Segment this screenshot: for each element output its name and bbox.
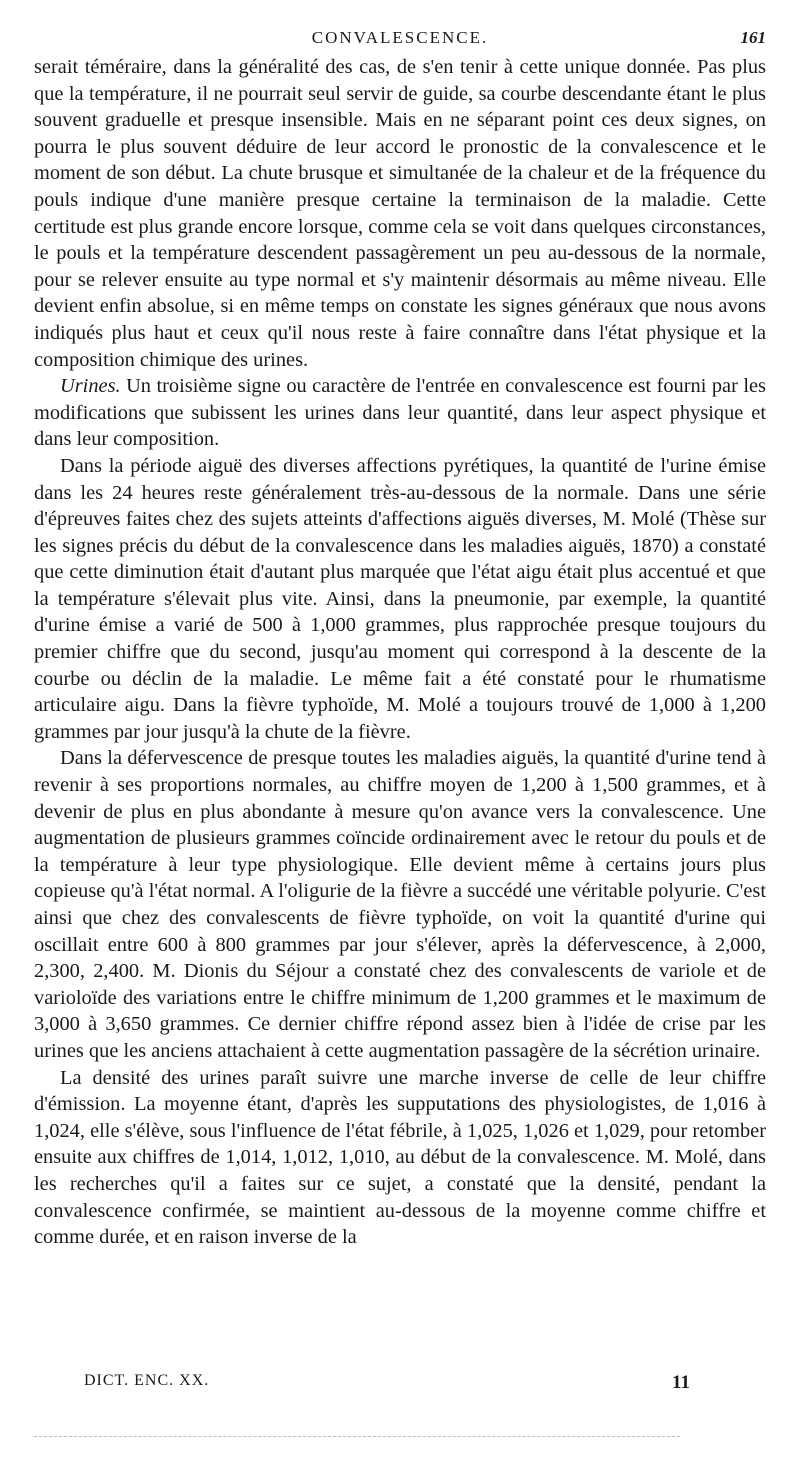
paragraph-text: serait téméraire, dans la généralité des cas, de s'en tenir à cette unique donnée. Pas plus que la température, il ne pourrait seul servir de guide, sa courbe descendante étant le plus souvent graduelle et presque insensible. Mais en ne séparant point ces deux signes, on pourra le plus souvent déduire de leur accord le pronostic de la convalescence et le moment de son début. La chute brusque et simultanée de la chaleur et de la fréquence du pouls indique d'une manière presque certaine la terminaison de la maladie. Cette certitude est plus grande encore lorsque, comme cela se voit dans quelques circonstances, le pouls et la température descendent passagèrement un peu au-dessous de la normale, pour se relever ensuite au type normal et s'y maintenir désormais au même niveau. Elle devient enfin absolue, si en même temps on constate les signes généraux que nous avons indiqués plus haut et ceux qu'il nous reste à faire connaître dans l'état physique et la composition chimique des urines.: [34, 56, 766, 371]
page-footer: [0, 1372, 800, 1398]
paragraph-text: Un troisième signe ou caractère de l'entrée en convalescence est fourni par les modifications que subissent les urines dans leur quantité, dans leur aspect physique et dans leur composition.: [34, 375, 766, 451]
printer-signature: DICT. ENC. XX.: [84, 1372, 210, 1389]
paragraph-text: Dans la période aiguë des diverses affections pyrétiques, la quantité de l'urine émise dans les 24 heures reste généralement très-au-dessous de la normale. Dans une série d'épreuves faites chez des sujets atteints d'affections aiguës diverses, M. Molé (Thèse sur les signes précis du début de la convalescence dans les maladies aiguës, 1870) a constaté que cette diminution était d'autant plus marquée que l'état aigu était plus accentué et que la température s'élevait plus vite. Ainsi, dans la pneumonie, par exemple, la quantité d'urine émise a varié de 500 à 1,000 grammes, plus rapprochée presque toujours du premier chiffre que du second, jusqu'au moment qui correspond à la descente de la courbe ou déclin de la maladie. Le même fait a été constaté pour le rhumatisme articulaire aigu. Dans la fièvre typhoïde, M. Molé a toujours trouvé de 1,000 à 1,200 grammes par jour jusqu'à la chute de la fièvre.: [34, 454, 766, 743]
paragraph-continuation: [34, 54, 766, 373]
paragraph-text: La densité des urines paraît suivre une marche inverse de celle de leur chiffre d'émission. La moyenne étant, d'après les supputations des physiologistes, de 1,016 à 1,024, elle s'élève, sous l'influence de l'état fébrile, à 1,025, 1,026 et 1,029, pour retomber ensuite aux chiffres de 1,014, 1,012, 1,010, au début de la convalescence. M. Molé, dans les recherches qu'il a faites sur ce sujet, a constaté que la densité, pendant la convalescence confirmée, se maintient au-dessous de la moyenne comme chiffre et comme durée, et en raison inverse de la: [34, 1066, 766, 1249]
running-header: [34, 28, 766, 54]
section-lead-urines: Urines.: [60, 375, 121, 398]
sheet-number: 11: [672, 1372, 690, 1393]
bottom-rule: [34, 1436, 680, 1437]
book-page: [34, 28, 766, 1251]
paragraph-density: [34, 1065, 766, 1251]
paragraph-defervescence: [34, 745, 766, 1064]
page-body: [34, 54, 766, 1251]
paragraph-quantity: [34, 453, 766, 746]
paragraph-text: Dans la défervescence de presque toutes les maladies aiguës, la quantité d'urine tend à revenir à ses proportions normales, au chiffre moyen de 1,200 à 1,500 grammes, et à devenir de plus en plus abondante à mesure qu'on avance vers la convalescence. Une augmentation de plusieurs grammes coïncide ordinairement avec le retour du pouls et de la température à leur type physiologique. Elle devient même à certains jours plus copieuse qu'à l'état normal. A l'oligurie de la fièvre a succédé une véritable polyurie. C'est ainsi que chez des convalescents de fièvre typhoïde, on voit la quantité d'urine qui oscillait entre 600 à 800 grammes par jour s'élever, après la défervescence, à 2,000, 2,300, 2,400. M. Dionis du Séjour a constaté chez des convalescents de variole et de varioloïde des variations entre le chiffre minimum de 1,200 grammes et le maximum de 3,000 à 3,650 grammes. Ce dernier chiffre répond assez bien à l'idée de crise par les urines que les anciens attachaient à cette augmentation passagère de la sécrétion urinaire.: [34, 747, 766, 1062]
running-title: CONVALESCENCE.: [311, 28, 489, 47]
paragraph-urines: [34, 373, 766, 453]
page-number: 161: [740, 28, 766, 47]
